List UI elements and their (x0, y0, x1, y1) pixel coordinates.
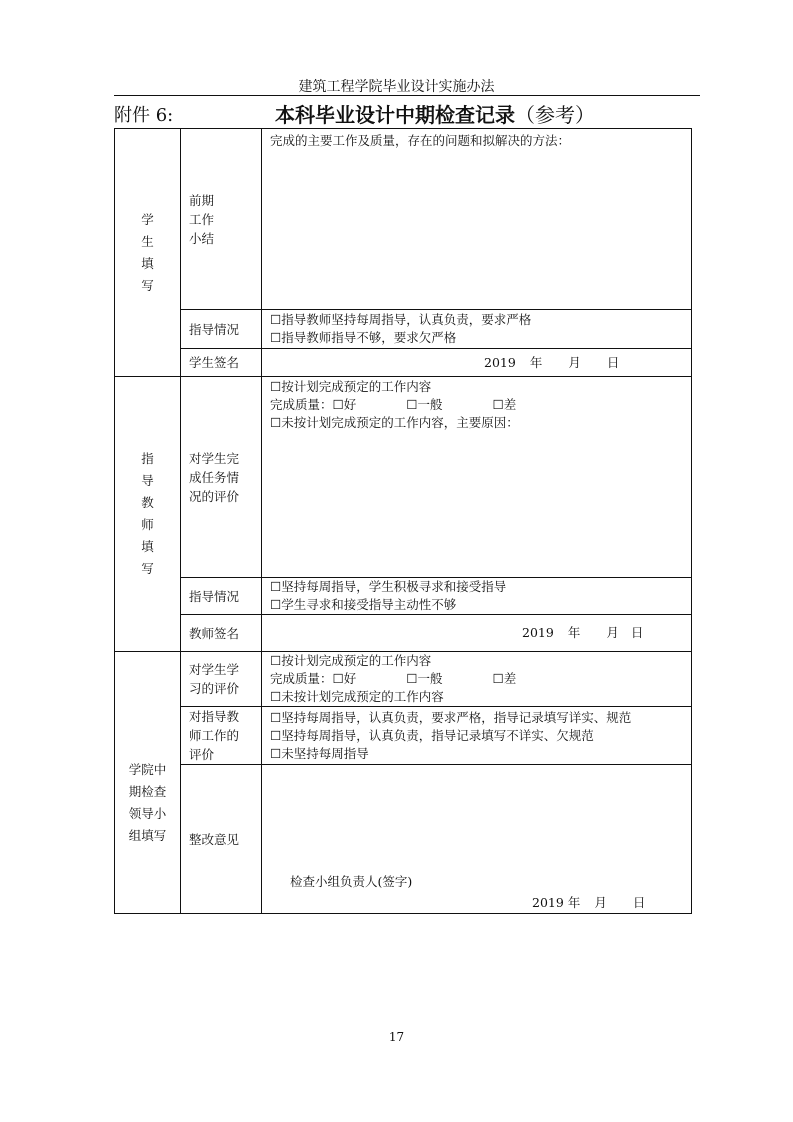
checkbox-icon[interactable] (270, 597, 281, 612)
field-student-guidance (262, 310, 692, 349)
label-line: 师工作的 (189, 728, 240, 743)
section-teacher (115, 377, 181, 652)
label-teacher-work-evaluation (181, 707, 262, 765)
option-label: 学生寻求和接受指导主动性不够 (281, 597, 457, 612)
quality-good: 好 (343, 397, 357, 412)
date-year: 2019 (522, 625, 554, 640)
checkbox-icon[interactable] (492, 671, 503, 686)
quality-poor: 差 (503, 397, 517, 412)
section-line: 学院中 (128, 761, 167, 777)
section-line: 领导小 (128, 805, 167, 821)
checkbox-option[interactable] (270, 596, 691, 614)
checkbox-option[interactable] (270, 652, 691, 670)
checkbox-icon[interactable] (270, 710, 281, 725)
header-rule (114, 95, 700, 96)
field-teacher-guidance (262, 578, 692, 615)
section-line: 期检查 (128, 783, 167, 799)
date-d: 日 (632, 895, 646, 910)
checkbox-icon[interactable] (333, 671, 344, 686)
label-line: 习的评价 (189, 681, 240, 696)
section-char: 指 (141, 451, 154, 466)
checkbox-option[interactable] (270, 688, 691, 706)
label-line: 成任务情 (189, 469, 240, 485)
option-label: 指导教师坚持每周指导，认真负责，要求严格 (281, 312, 532, 327)
date-d: 日 (606, 354, 620, 370)
label-study-evaluation (181, 652, 262, 707)
checkbox-icon[interactable] (492, 397, 503, 412)
label-line: 况的评价 (189, 488, 240, 504)
checkbox-icon[interactable] (270, 728, 281, 743)
checkbox-icon[interactable] (270, 579, 281, 594)
checkbox-option[interactable] (270, 578, 691, 596)
section-committee (115, 652, 181, 914)
page-number: 17 (388, 1030, 405, 1044)
label-line: 工作 (189, 211, 215, 227)
checkbox-option[interactable] (270, 329, 691, 347)
checkbox-icon[interactable] (270, 312, 281, 327)
checkbox-option[interactable] (270, 378, 691, 396)
label-line: 对学生学 (189, 662, 240, 677)
checkbox-icon[interactable] (406, 671, 417, 686)
section-char: 填 (141, 255, 154, 271)
date-m: 月 (568, 354, 581, 370)
document-title-main: 本科毕业设计中期检查记录 (275, 103, 515, 127)
section-char: 写 (141, 561, 154, 576)
quality-good: 好 (343, 671, 357, 686)
field-student-sign[interactable] (262, 349, 692, 377)
field-task-evaluation (262, 377, 692, 578)
quality-fair: 一般 (417, 671, 443, 686)
label-student-guidance: 指导情况 (181, 310, 262, 349)
label-line: 小结 (189, 230, 215, 246)
checkbox-option[interactable] (270, 727, 691, 745)
checkbox-icon[interactable] (270, 415, 281, 430)
quality-row (270, 396, 691, 414)
field-rectification[interactable] (262, 765, 692, 914)
option-label: 指导教师指导不够，要求欠严格 (281, 330, 457, 345)
date-y: 年 (529, 354, 543, 370)
option-label: 未按计划完成预定的工作内容，主要原因： (281, 415, 519, 430)
section-char: 学 (141, 211, 154, 227)
quality-poor: 差 (503, 671, 517, 686)
date-line (532, 894, 645, 912)
summary-prompt: 完成的主要工作及质量，存在的问题和拟解决的方法： (270, 133, 571, 148)
document-title-ref: （参考） (515, 103, 595, 127)
section-char: 师 (141, 517, 154, 532)
checkbox-icon[interactable] (333, 397, 344, 412)
option-label: 坚持每周指导，认真负责，指导记录填写不详实、欠规范 (281, 727, 594, 743)
checkbox-icon[interactable] (406, 397, 417, 412)
field-teacher-sign[interactable] (262, 615, 692, 652)
label-line: 对指导教 (189, 709, 240, 724)
label-line: 前期 (189, 192, 215, 208)
date-m: 月 (606, 625, 619, 640)
checkbox-icon[interactable] (270, 653, 281, 668)
checkbox-option[interactable] (270, 745, 691, 763)
label-summary (181, 129, 262, 310)
checkbox-icon[interactable] (270, 746, 281, 761)
checkbox-icon[interactable] (270, 379, 281, 394)
date-d: 日 (630, 625, 644, 640)
date-line (270, 354, 691, 372)
checkbox-option[interactable] (270, 311, 691, 329)
section-line: 组填写 (128, 827, 167, 843)
date-year: 2019 (484, 354, 516, 370)
checkbox-icon[interactable] (270, 689, 281, 704)
label-teacher-guidance: 指导情况 (181, 578, 262, 615)
section-char: 写 (141, 277, 154, 293)
option-label: 按计划完成预定的工作内容 (281, 653, 432, 668)
section-char: 导 (141, 473, 154, 488)
label-task-evaluation (181, 377, 262, 578)
quality-label: 完成质量： (270, 397, 333, 412)
label-teacher-sign: 教师签名 (181, 615, 262, 652)
checkbox-option[interactable] (270, 709, 691, 727)
option-label: 未坚持每周指导 (281, 745, 369, 761)
date-y: 年 (567, 895, 581, 910)
field-study-evaluation (262, 652, 692, 707)
section-char: 生 (141, 233, 154, 249)
option-label: 未按计划完成预定的工作内容 (281, 689, 444, 704)
document-title (275, 99, 595, 128)
date-line (270, 624, 691, 642)
label-line: 对学生完 (189, 450, 240, 466)
option-label: 坚持每周指导，认真负责，要求严格，指导记录填写详实、规范 (281, 709, 632, 725)
annex-label: 附件 6: (114, 105, 174, 126)
quality-label: 完成质量： (270, 671, 333, 686)
label-rectification: 整改意见 (181, 765, 262, 914)
field-summary[interactable] (262, 129, 692, 310)
leader-sign-label: 检查小组负责人(签字) (290, 874, 413, 889)
date-y: 年 (567, 625, 581, 640)
midterm-check-form (114, 128, 692, 914)
quality-fair: 一般 (417, 397, 443, 412)
date-year: 2019 (532, 895, 564, 910)
checkbox-icon[interactable] (270, 330, 281, 345)
checkbox-option[interactable] (270, 414, 691, 432)
label-line: 评价 (189, 747, 215, 762)
option-label: 按计划完成预定的工作内容 (281, 379, 432, 394)
label-student-sign: 学生签名 (181, 349, 262, 377)
section-char: 教 (141, 495, 154, 510)
field-teacher-work-evaluation (262, 707, 692, 765)
quality-row (270, 670, 691, 688)
date-m: 月 (594, 895, 607, 910)
running-header: 建筑工程学院毕业设计实施办法 (298, 79, 495, 95)
section-char: 填 (141, 539, 154, 554)
section-student (115, 129, 181, 377)
option-label: 坚持每周指导，学生积极寻求和接受指导 (281, 579, 507, 594)
